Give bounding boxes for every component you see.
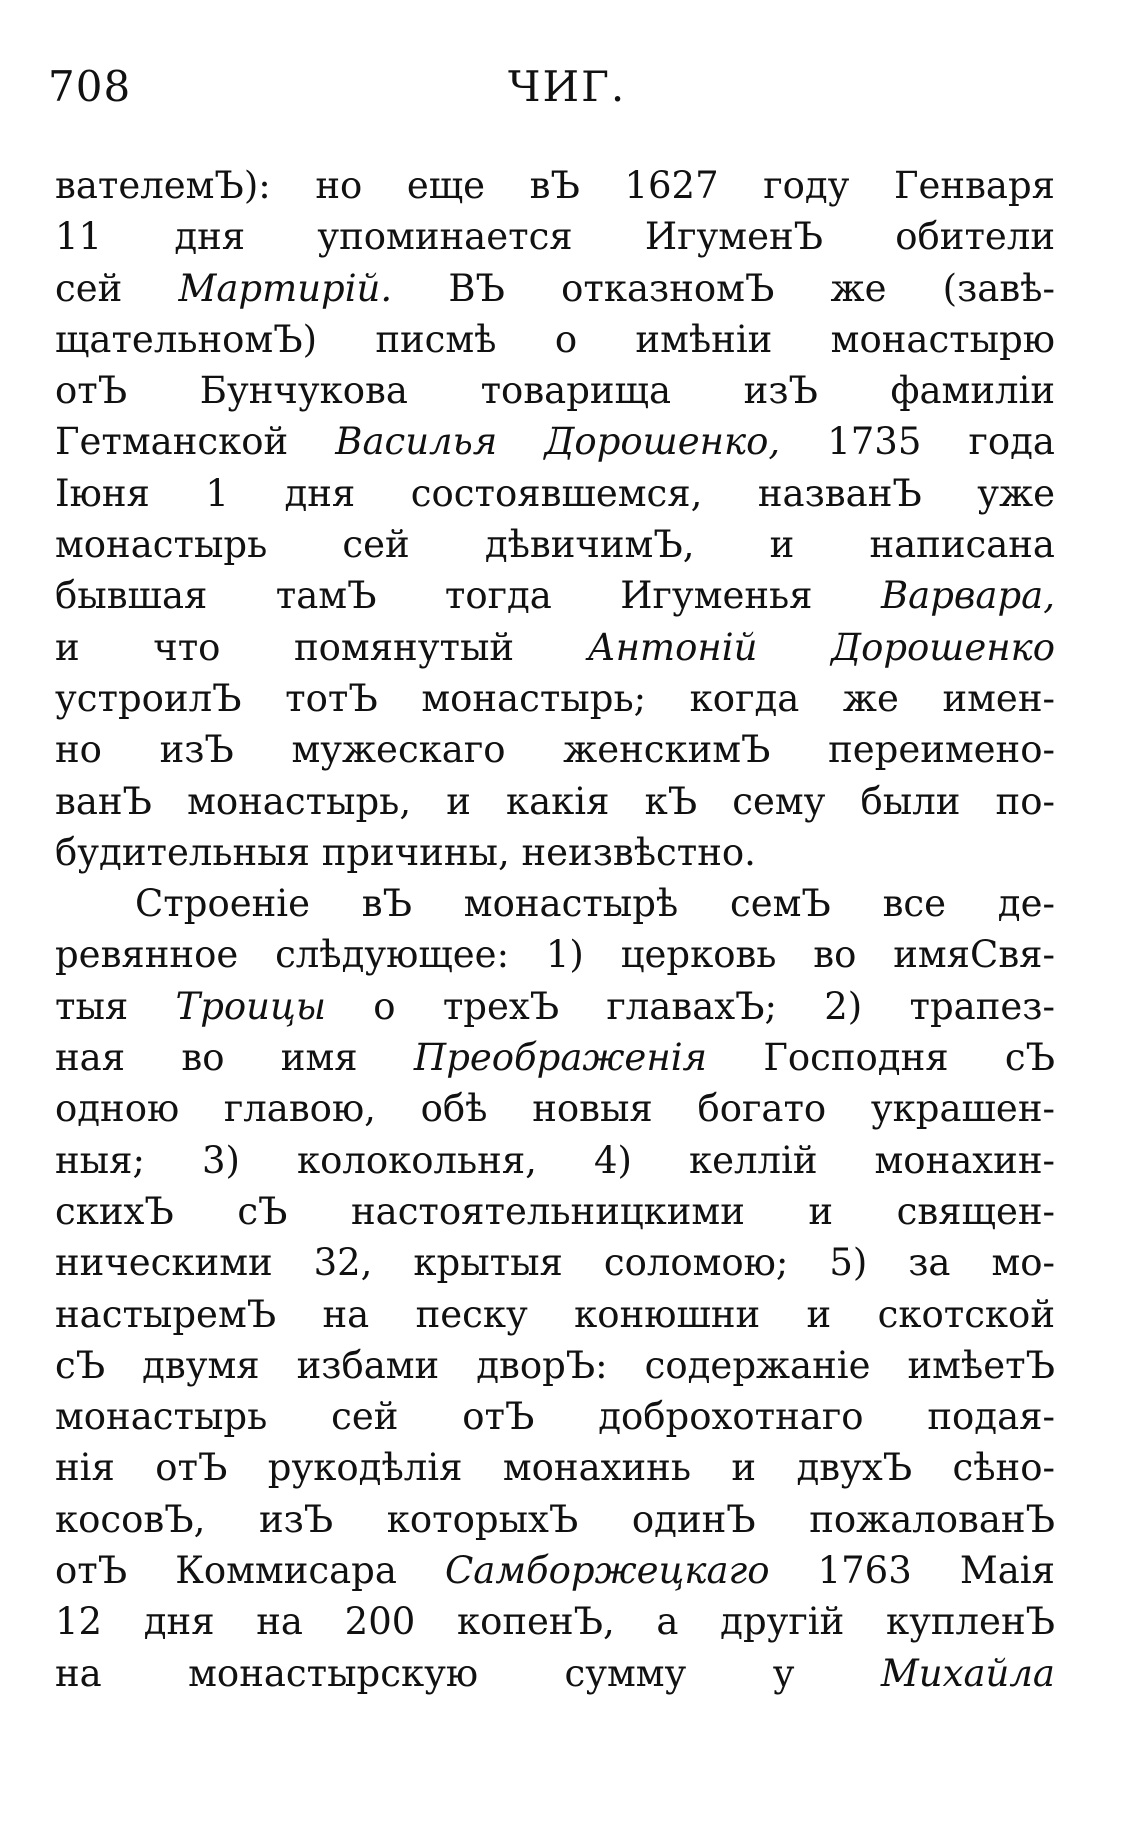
text-run: сей xyxy=(55,266,179,310)
text-line xyxy=(55,1648,1055,1699)
text-run: будительныя причины, неизвѣстно. xyxy=(55,830,756,874)
text-run: отЪ Бунчукова товарища изЪ фамилiи xyxy=(55,369,1055,413)
text-run: вателемЪ): но еще вЪ 1627 году Генваря xyxy=(55,164,1055,207)
text-run: о трехЪ главахЪ; 2) трапез- xyxy=(325,984,1055,1028)
italic-name: Варвара, xyxy=(880,574,1055,618)
text-run: и что помянутый xyxy=(55,625,588,669)
text-run: Iюня 1 дня состоявшемся, названЪ уже xyxy=(55,471,1055,515)
text-line xyxy=(55,673,1055,724)
text-line xyxy=(55,1135,1055,1186)
text-run: 12 дня на 200 копенЪ, а другiй купленЪ xyxy=(55,1600,1055,1644)
text-line xyxy=(55,1289,1055,1340)
text-run: бывшая тамЪ тогда Игуменья xyxy=(55,574,881,618)
text-run: нiя отЪ рукодѣлiя монахинь и двухЪ сѣно- xyxy=(55,1446,1055,1490)
text-line xyxy=(55,1442,1055,1493)
text-run: устроилЪ тотЪ монастырь; когда же имен- xyxy=(55,676,1055,720)
italic-name: Троицы xyxy=(175,984,326,1028)
text-run: тыя xyxy=(55,984,176,1028)
text-line xyxy=(55,1340,1055,1391)
text-line xyxy=(55,211,1055,262)
text-line xyxy=(55,160,1055,211)
text-run: но изЪ мужескаго женскимЪ переимено- xyxy=(55,728,1055,772)
text-line xyxy=(55,827,1055,878)
text-run: монастырь сей отЪ доброхотнаго подая- xyxy=(55,1395,1055,1439)
text-line xyxy=(55,416,1055,467)
italic-name: Самборжецкаго xyxy=(445,1549,770,1593)
running-head: ЧИГ. xyxy=(508,62,627,111)
text-line xyxy=(55,1083,1055,1134)
text-run: Господня сЪ xyxy=(707,1036,1055,1080)
italic-name: Мартирiй. xyxy=(178,266,393,310)
text-run: ванЪ монастырь, и какiя кЪ сему были по- xyxy=(55,779,1055,823)
italic-name: Преображенiя xyxy=(413,1036,708,1080)
text-line xyxy=(55,365,1055,416)
text-run: отЪ Коммисара xyxy=(55,1549,445,1593)
text-line xyxy=(55,1596,1055,1647)
text-run: ныя; 3) колокольня, 4) келлiй монахин- xyxy=(55,1138,1055,1182)
italic-name: Антонiй Дорошенко xyxy=(587,625,1055,669)
text-line xyxy=(55,468,1055,519)
text-line xyxy=(55,1494,1055,1545)
text-run: ническими 32, крытыя соломою; 5) за мо- xyxy=(55,1241,1055,1285)
text-run: настыремЪ на песку конюшни и скотской xyxy=(55,1292,1055,1336)
text-run: косовЪ, изЪ которыхЪ одинЪ пожалованЪ xyxy=(55,1497,1055,1541)
text-run: 11 дня упоминается ИгуменЪ обители xyxy=(55,215,1055,259)
text-run: на монастырскую сумму у xyxy=(55,1651,881,1695)
text-run: сЪ двумя избами дворЪ: содержанiе имѣетЪ xyxy=(55,1343,1055,1387)
text-line xyxy=(55,1545,1055,1596)
text-run: ВЪ отказномЪ же (завѣ- xyxy=(392,266,1055,310)
text-run: 1735 года xyxy=(780,420,1055,464)
text-line xyxy=(55,314,1055,365)
text-line xyxy=(55,724,1055,775)
text-line xyxy=(55,263,1055,314)
text-line xyxy=(55,622,1055,673)
text-run: скихЪ сЪ настоятельницкими и священ- xyxy=(55,1189,1055,1233)
text-line xyxy=(55,776,1055,827)
text-line xyxy=(55,519,1055,570)
text-run: ная во имя xyxy=(55,1036,414,1080)
text-line xyxy=(55,570,1055,621)
text-line xyxy=(55,1391,1055,1442)
text-line xyxy=(55,981,1055,1032)
text-run: Строенiе вЪ монастырѣ семЪ все де- xyxy=(135,882,1055,926)
text-line xyxy=(55,878,1055,929)
text-line xyxy=(55,1186,1055,1237)
text-line xyxy=(55,1032,1055,1083)
italic-name: Михайла xyxy=(880,1651,1055,1695)
page-number: 708 xyxy=(48,62,132,111)
text-run: монастырь сей дѣвичимЪ, и написана xyxy=(55,523,1055,567)
text-line xyxy=(55,1237,1055,1288)
text-line xyxy=(55,929,1055,980)
text-run: щательномЪ) писмѣ о имѣнiи монастырю xyxy=(55,317,1055,361)
text-run: 1763 Маiя xyxy=(769,1549,1055,1593)
body-text xyxy=(55,160,1055,1699)
page-header xyxy=(48,62,1048,122)
text-run: одною главою, обѣ новыя богато украшен- xyxy=(55,1087,1055,1131)
italic-name: Василья Дорошенко, xyxy=(335,420,781,464)
text-run: ревянное слѣдующее: 1) церковь во имяСвя- xyxy=(55,933,1055,977)
text-run: Гетманской xyxy=(55,420,336,464)
